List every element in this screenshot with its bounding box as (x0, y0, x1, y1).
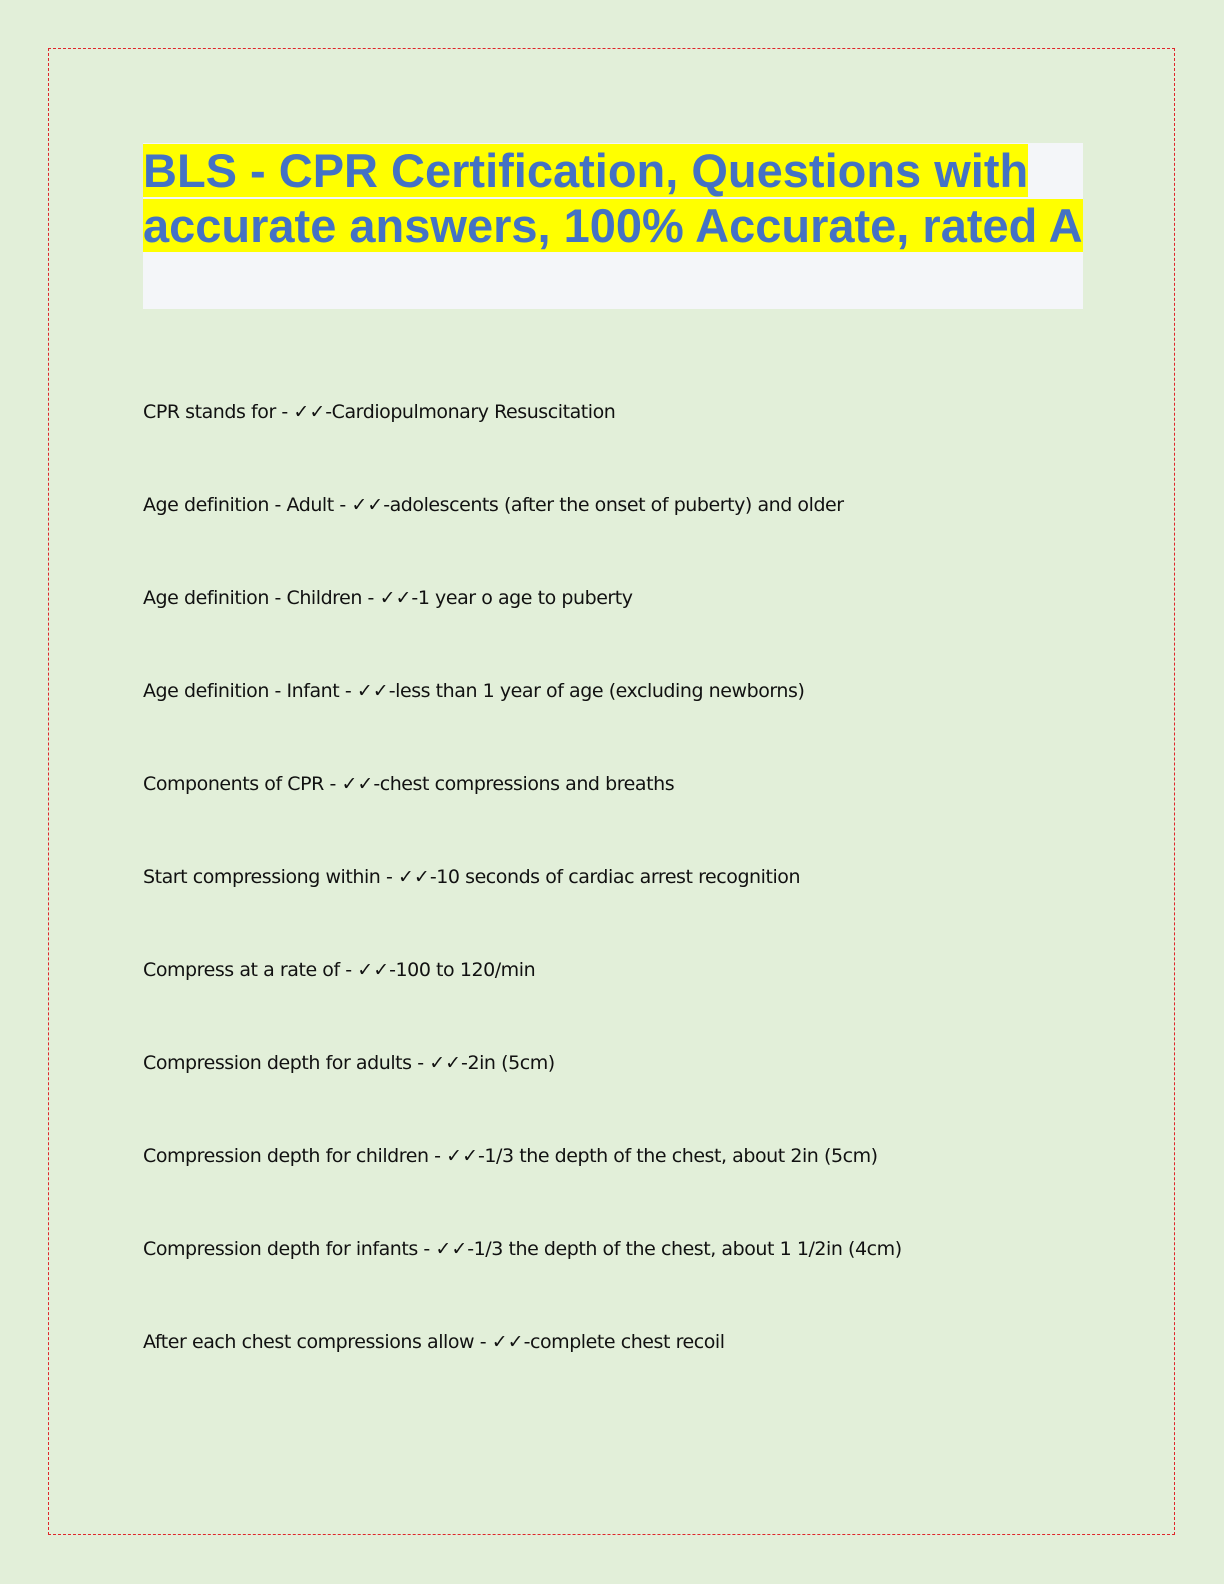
qa-item (143, 400, 1143, 493)
qa-answer: adolescents (after the onset of puberty) and older (389, 494, 844, 516)
qa-question: Age definition - Infant (143, 680, 340, 702)
qa-answer-prefix: - (411, 587, 418, 609)
qa-question: Age definition - Children (143, 587, 362, 609)
qa-question: Compress at a rate of (143, 959, 340, 981)
qa-answer-prefix: - (429, 866, 437, 888)
qa-item (143, 679, 1143, 772)
double-check-icon: ✓✓ (293, 401, 326, 423)
double-check-icon: ✓✓ (429, 1052, 462, 1074)
qa-item (143, 1237, 1143, 1330)
qa-answer: 10 seconds of cardiac arrest recognition (436, 866, 801, 888)
qa-answer-prefix: - (373, 773, 380, 795)
double-check-icon: ✓✓ (398, 866, 430, 888)
qa-answer-prefix: - (388, 680, 396, 702)
double-check-icon: ✓✓ (341, 773, 374, 795)
qa-answer: 1/3 the depth of the chest, about 2in (5cm) (484, 1145, 878, 1167)
qa-answer-prefix: - (383, 494, 390, 516)
double-check-icon: ✓✓ (357, 959, 390, 981)
double-check-icon: ✓✓ (356, 680, 389, 702)
double-check-icon: ✓✓ (491, 1331, 524, 1353)
qa-separator: - (361, 587, 380, 609)
qa-answer: 2in (5cm) (467, 1052, 555, 1074)
qa-answer-prefix: - (467, 1238, 474, 1260)
title-block (143, 143, 1083, 309)
qa-separator: - (323, 773, 342, 795)
qa-item (143, 1144, 1143, 1237)
qa-question: Start compressiong within (143, 866, 381, 888)
qa-separator: - (333, 494, 352, 516)
qa-question: Age definition - Adult (143, 494, 334, 516)
qa-question: Compression depth for infants (143, 1238, 418, 1260)
qa-item (143, 865, 1143, 958)
qa-answer-prefix: - (461, 1052, 468, 1074)
qa-item (143, 493, 1143, 586)
qa-item (143, 772, 1143, 865)
qa-separator: - (339, 959, 358, 981)
qa-list (143, 400, 1143, 1423)
double-check-icon: ✓✓ (435, 1238, 468, 1260)
qa-answer: 1/3 the depth of the chest, about 1 1/2in (4cm) (473, 1238, 902, 1260)
qa-item (143, 958, 1143, 1051)
double-check-icon: ✓✓ (351, 494, 384, 516)
qa-separator: - (411, 1052, 430, 1074)
qa-question: Compression depth for adults (143, 1052, 412, 1074)
qa-separator: - (380, 866, 398, 888)
qa-answer-prefix: - (523, 1331, 530, 1353)
qa-item (143, 586, 1143, 679)
qa-answer: 1 year o age to puberty (417, 587, 633, 609)
qa-answer-prefix: - (325, 401, 332, 423)
document-title (143, 143, 1083, 253)
double-check-icon: ✓✓ (446, 1145, 479, 1167)
qa-separator: - (275, 401, 294, 423)
qa-answer-prefix: - (478, 1145, 485, 1167)
qa-separator: - (474, 1331, 492, 1353)
qa-item (143, 1051, 1143, 1144)
qa-question: After each chest compressions allow (143, 1331, 475, 1353)
qa-question: Compression depth for children (143, 1145, 429, 1167)
qa-answer: 100 to 120/min (395, 959, 536, 981)
qa-answer: chest compressions and breaths (379, 773, 675, 795)
qa-item (143, 1330, 1143, 1423)
document-title-text: BLS - CPR Certification, Questions with accurate answers, 100% Accurate, rated A (143, 144, 1083, 252)
qa-answer-prefix: - (389, 959, 396, 981)
qa-answer: complete chest recoil (529, 1331, 725, 1353)
qa-separator: - (428, 1145, 447, 1167)
qa-separator: - (417, 1238, 436, 1260)
qa-answer: Cardiopulmonary Resuscitation (331, 401, 616, 423)
double-check-icon: ✓✓ (379, 587, 412, 609)
qa-separator: - (339, 680, 357, 702)
qa-question: CPR stands for (143, 401, 276, 423)
qa-question: Components of CPR (143, 773, 324, 795)
qa-answer: less than 1 year of age (excluding newborns) (395, 680, 805, 702)
